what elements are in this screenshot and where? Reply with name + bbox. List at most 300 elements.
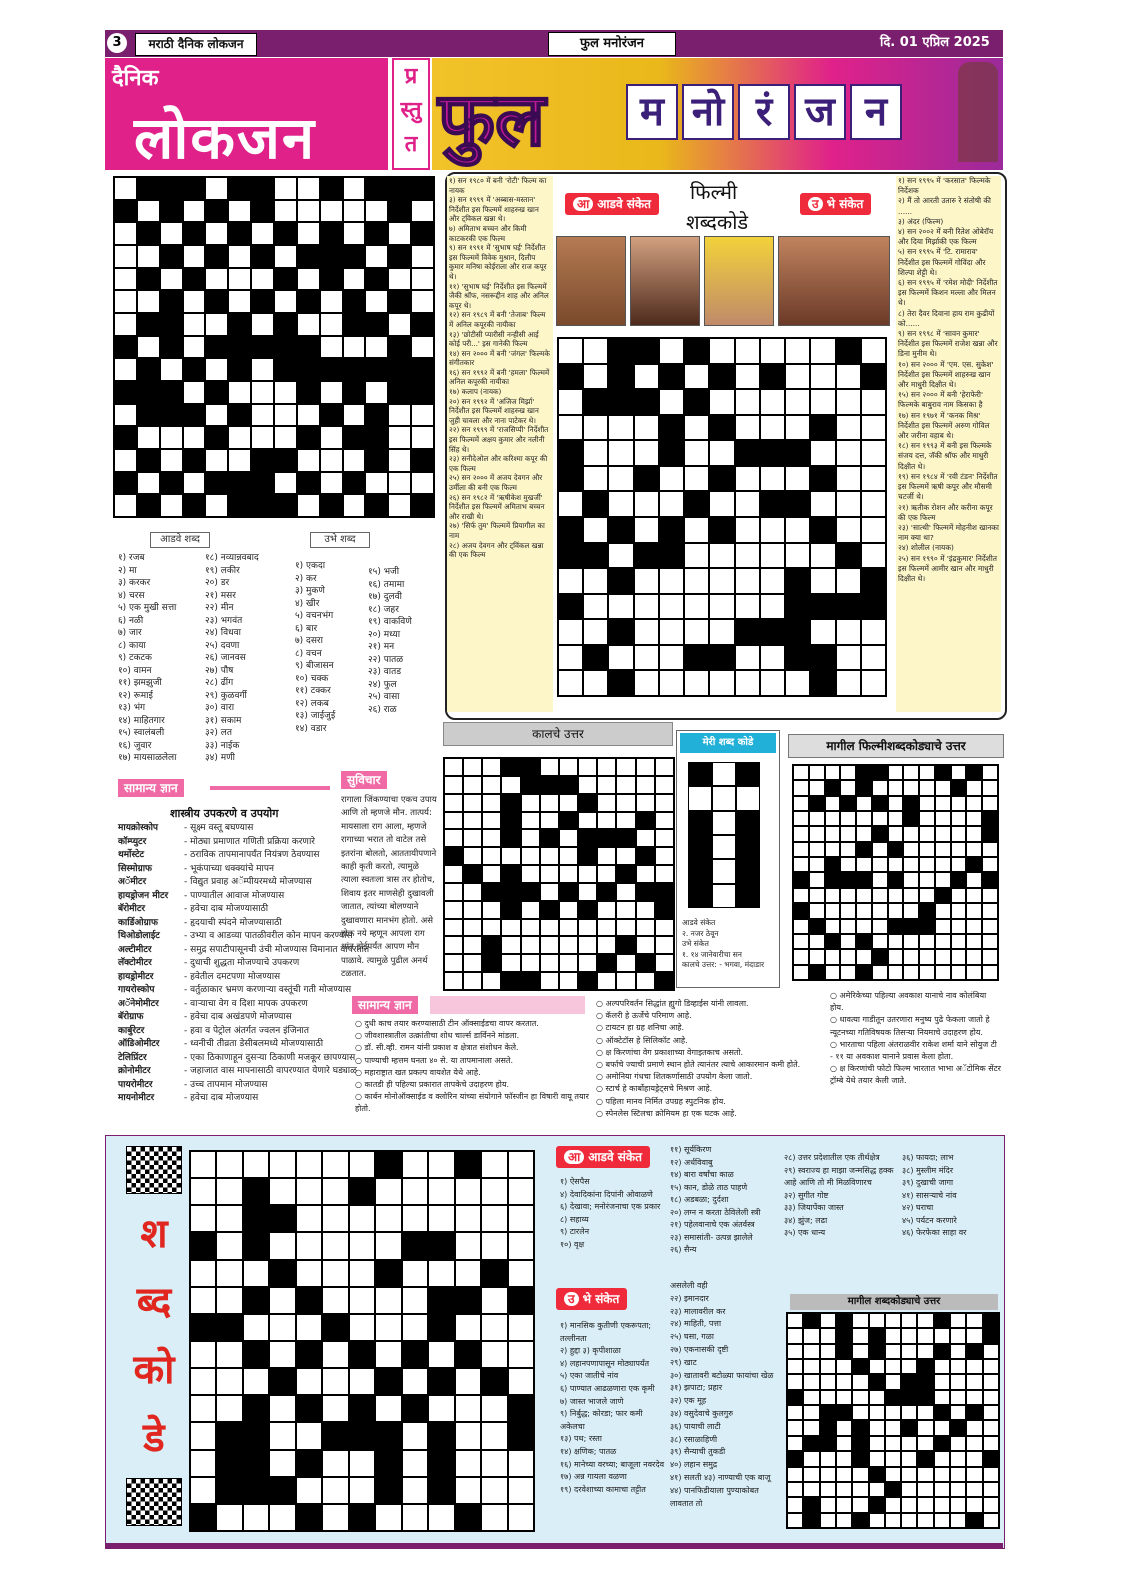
grid-cell[interactable] (583, 364, 608, 390)
grid-cell[interactable] (558, 491, 583, 517)
grid-cell[interactable] (785, 466, 810, 492)
grid-cell[interactable] (114, 245, 137, 268)
grid-cell[interactable] (205, 222, 228, 245)
grid-cell[interactable] (320, 426, 343, 449)
grid-cell[interactable] (684, 543, 709, 569)
grid-cell[interactable] (861, 670, 886, 696)
grid-cell[interactable] (659, 338, 684, 364)
grid-cell[interactable] (455, 1422, 481, 1449)
grid-cell[interactable] (343, 177, 366, 200)
grid-cell[interactable] (684, 364, 709, 390)
grid-cell[interactable] (216, 1151, 242, 1178)
grid-cell[interactable] (684, 568, 709, 594)
grid-cell[interactable] (114, 222, 137, 245)
grid-cell[interactable] (481, 1395, 507, 1422)
grid-cell[interactable] (375, 1314, 401, 1341)
grid-cell[interactable] (216, 1287, 242, 1314)
grid-cell[interactable] (320, 381, 343, 404)
grid-cell[interactable] (709, 619, 734, 645)
grid-cell[interactable] (709, 543, 734, 569)
grid-cell[interactable] (836, 364, 861, 390)
grid-cell[interactable] (183, 336, 206, 359)
grid-cell[interactable] (428, 1205, 454, 1232)
grid-cell[interactable] (402, 1368, 428, 1395)
grid-cell[interactable] (810, 389, 835, 415)
grid-cell[interactable] (558, 338, 583, 364)
grid-cell[interactable] (320, 313, 343, 336)
grid-cell[interactable] (481, 1205, 507, 1232)
grid-cell[interactable] (508, 1151, 534, 1178)
grid-cell[interactable] (481, 1287, 507, 1314)
grid-cell[interactable] (190, 1260, 216, 1287)
grid-cell[interactable] (190, 1151, 216, 1178)
grid-cell[interactable] (735, 338, 760, 364)
grid-cell[interactable] (861, 440, 886, 466)
grid-cell[interactable] (183, 426, 206, 449)
grid-cell[interactable] (735, 389, 760, 415)
grid-cell[interactable] (296, 1232, 322, 1259)
grid-cell[interactable] (836, 415, 861, 441)
grid-cell[interactable] (190, 1450, 216, 1477)
grid-cell[interactable] (216, 1232, 242, 1259)
grid-cell[interactable] (251, 313, 274, 336)
grid-cell[interactable] (836, 440, 861, 466)
grid-cell[interactable] (388, 449, 411, 472)
grid-cell[interactable] (810, 338, 835, 364)
grid-cell[interactable] (583, 415, 608, 441)
grid-cell[interactable] (388, 222, 411, 245)
grid-cell[interactable] (558, 670, 583, 696)
grid-cell[interactable] (402, 1422, 428, 1449)
grid-cell[interactable] (481, 1422, 507, 1449)
grid-cell[interactable] (365, 200, 388, 223)
grid-cell[interactable] (216, 1178, 242, 1205)
grid-cell[interactable] (190, 1368, 216, 1395)
grid-cell[interactable] (205, 404, 228, 427)
grid-cell[interactable] (411, 290, 434, 313)
grid-cell[interactable] (297, 449, 320, 472)
grid-cell[interactable] (836, 568, 861, 594)
grid-cell[interactable] (785, 543, 810, 569)
grid-cell[interactable] (160, 494, 183, 517)
grid-cell[interactable] (274, 200, 297, 223)
grid-cell[interactable] (836, 389, 861, 415)
grid-cell[interactable] (455, 1314, 481, 1341)
grid-cell[interactable] (228, 200, 251, 223)
grid-cell[interactable] (785, 517, 810, 543)
grid-cell[interactable] (322, 1178, 348, 1205)
grid-cell[interactable] (428, 1504, 454, 1531)
grid-cell[interactable] (455, 1477, 481, 1504)
grid-cell[interactable] (810, 440, 835, 466)
grid-cell[interactable] (411, 268, 434, 291)
grid-cell[interactable] (296, 1178, 322, 1205)
grid-cell[interactable] (508, 1477, 534, 1504)
grid-cell[interactable] (785, 415, 810, 441)
grid-cell[interactable] (216, 1341, 242, 1368)
grid-cell[interactable] (297, 404, 320, 427)
grid-cell[interactable] (296, 1422, 322, 1449)
grid-cell[interactable] (634, 415, 659, 441)
grid-cell[interactable] (402, 1151, 428, 1178)
grid-cell[interactable] (343, 200, 366, 223)
grid-cell[interactable] (861, 645, 886, 671)
grid-cell[interactable] (558, 568, 583, 594)
grid-cell[interactable] (634, 645, 659, 671)
grid-cell[interactable] (228, 449, 251, 472)
grid-cell[interactable] (508, 1178, 534, 1205)
grid-cell[interactable] (760, 645, 785, 671)
grid-cell[interactable] (388, 494, 411, 517)
grid-cell[interactable] (709, 568, 734, 594)
grid-cell[interactable] (508, 1260, 534, 1287)
grid-cell[interactable] (296, 1260, 322, 1287)
grid-cell[interactable] (735, 517, 760, 543)
grid-cell[interactable] (709, 594, 734, 620)
grid-cell[interactable] (114, 290, 137, 313)
grid-cell[interactable] (375, 1341, 401, 1368)
grid-cell[interactable] (785, 670, 810, 696)
grid-cell[interactable] (375, 1395, 401, 1422)
grid-cell[interactable] (343, 449, 366, 472)
grid-cell[interactable] (634, 568, 659, 594)
grid-cell[interactable] (269, 1314, 295, 1341)
grid-cell[interactable] (810, 568, 835, 594)
grid-cell[interactable] (365, 245, 388, 268)
grid-cell[interactable] (205, 449, 228, 472)
grid-cell[interactable] (269, 1151, 295, 1178)
grid-cell[interactable] (659, 670, 684, 696)
grid-cell[interactable] (481, 1232, 507, 1259)
grid-cell[interactable] (411, 245, 434, 268)
grid-cell[interactable] (322, 1260, 348, 1287)
grid-cell[interactable] (508, 1341, 534, 1368)
grid-cell[interactable] (243, 1151, 269, 1178)
grid-cell[interactable] (583, 466, 608, 492)
grid-cell[interactable] (205, 268, 228, 291)
grid-cell[interactable] (137, 290, 160, 313)
grid-cell[interactable] (137, 245, 160, 268)
grid-cell[interactable] (183, 472, 206, 495)
grid-cell[interactable] (349, 1477, 375, 1504)
grid-cell[interactable] (558, 619, 583, 645)
grid-cell[interactable] (481, 1450, 507, 1477)
grid-cell[interactable] (349, 1450, 375, 1477)
grid-cell[interactable] (269, 1450, 295, 1477)
grid-cell[interactable] (735, 568, 760, 594)
grid-cell[interactable] (183, 313, 206, 336)
grid-cell[interactable] (322, 1504, 348, 1531)
grid-cell[interactable] (137, 336, 160, 359)
grid-cell[interactable] (251, 358, 274, 381)
grid-cell[interactable] (297, 177, 320, 200)
grid-cell[interactable] (114, 268, 137, 291)
grid-cell[interactable] (455, 1178, 481, 1205)
grid-cell[interactable] (411, 404, 434, 427)
grid-cell[interactable] (388, 268, 411, 291)
grid-cell[interactable] (243, 1504, 269, 1531)
grid-cell[interactable] (205, 177, 228, 200)
grid-cell[interactable] (349, 1314, 375, 1341)
grid-cell[interactable] (375, 1287, 401, 1314)
grid-cell[interactable] (760, 543, 785, 569)
grid-cell[interactable] (375, 1504, 401, 1531)
grid-cell[interactable] (243, 1314, 269, 1341)
grid-cell[interactable] (836, 466, 861, 492)
grid-cell[interactable] (608, 415, 633, 441)
grid-cell[interactable] (659, 568, 684, 594)
grid-cell[interactable] (760, 466, 785, 492)
crossword-grid-1[interactable] (113, 176, 435, 518)
grid-cell[interactable] (297, 494, 320, 517)
grid-cell[interactable] (269, 1341, 295, 1368)
grid-cell[interactable] (659, 466, 684, 492)
grid-cell[interactable] (735, 670, 760, 696)
grid-cell[interactable] (269, 1232, 295, 1259)
grid-cell[interactable] (428, 1341, 454, 1368)
grid-cell[interactable] (297, 268, 320, 291)
grid-cell[interactable] (402, 1314, 428, 1341)
grid-cell[interactable] (481, 1314, 507, 1341)
grid-cell[interactable] (709, 440, 734, 466)
grid-cell[interactable] (322, 1151, 348, 1178)
grid-cell[interactable] (216, 1260, 242, 1287)
grid-cell[interactable] (836, 670, 861, 696)
grid-cell[interactable] (274, 177, 297, 200)
grid-cell[interactable] (228, 381, 251, 404)
grid-cell[interactable] (836, 491, 861, 517)
grid-cell[interactable] (349, 1260, 375, 1287)
grid-cell[interactable] (216, 1395, 242, 1422)
grid-cell[interactable] (296, 1477, 322, 1504)
grid-cell[interactable] (402, 1178, 428, 1205)
grid-cell[interactable] (508, 1450, 534, 1477)
grid-cell[interactable] (428, 1260, 454, 1287)
grid-cell[interactable] (388, 313, 411, 336)
grid-cell[interactable] (810, 619, 835, 645)
grid-cell[interactable] (322, 1477, 348, 1504)
grid-cell[interactable] (508, 1314, 534, 1341)
grid-cell[interactable] (251, 381, 274, 404)
grid-cell[interactable] (861, 491, 886, 517)
grid-cell[interactable] (608, 594, 633, 620)
grid-cell[interactable] (684, 517, 709, 543)
grid-cell[interactable] (659, 619, 684, 645)
grid-cell[interactable] (608, 491, 633, 517)
grid-cell[interactable] (558, 415, 583, 441)
grid-cell[interactable] (183, 245, 206, 268)
grid-cell[interactable] (183, 290, 206, 313)
grid-cell[interactable] (114, 494, 137, 517)
grid-cell[interactable] (322, 1232, 348, 1259)
grid-cell[interactable] (388, 472, 411, 495)
grid-cell[interactable] (349, 1287, 375, 1314)
grid-cell[interactable] (455, 1232, 481, 1259)
grid-cell[interactable] (810, 543, 835, 569)
grid-cell[interactable] (349, 1151, 375, 1178)
grid-cell[interactable] (608, 543, 633, 569)
grid-cell[interactable] (455, 1205, 481, 1232)
grid-cell[interactable] (320, 336, 343, 359)
grid-cell[interactable] (684, 440, 709, 466)
grid-cell[interactable] (322, 1368, 348, 1395)
grid-cell[interactable] (760, 389, 785, 415)
grid-cell[interactable] (190, 1341, 216, 1368)
grid-cell[interactable] (349, 1205, 375, 1232)
grid-cell[interactable] (228, 245, 251, 268)
grid-cell[interactable] (481, 1341, 507, 1368)
grid-cell[interactable] (343, 222, 366, 245)
grid-cell[interactable] (251, 404, 274, 427)
grid-cell[interactable] (684, 619, 709, 645)
grid-cell[interactable] (735, 543, 760, 569)
grid-cell[interactable] (190, 1395, 216, 1422)
grid-cell[interactable] (455, 1260, 481, 1287)
grid-cell[interactable] (365, 472, 388, 495)
grid-cell[interactable] (634, 517, 659, 543)
grid-cell[interactable] (343, 494, 366, 517)
grid-cell[interactable] (411, 426, 434, 449)
grid-cell[interactable] (455, 1368, 481, 1395)
grid-cell[interactable] (583, 338, 608, 364)
grid-cell[interactable] (634, 491, 659, 517)
grid-cell[interactable] (735, 364, 760, 390)
grid-cell[interactable] (114, 313, 137, 336)
grid-cell[interactable] (760, 594, 785, 620)
grid-cell[interactable] (114, 358, 137, 381)
grid-cell[interactable] (269, 1395, 295, 1422)
grid-cell[interactable] (481, 1178, 507, 1205)
grid-cell[interactable] (402, 1260, 428, 1287)
grid-cell[interactable] (659, 389, 684, 415)
grid-cell[interactable] (508, 1368, 534, 1395)
grid-cell[interactable] (297, 313, 320, 336)
grid-cell[interactable] (274, 245, 297, 268)
grid-cell[interactable] (861, 389, 886, 415)
grid-cell[interactable] (634, 594, 659, 620)
grid-cell[interactable] (810, 491, 835, 517)
grid-cell[interactable] (684, 466, 709, 492)
grid-cell[interactable] (836, 619, 861, 645)
grid-cell[interactable] (634, 619, 659, 645)
grid-cell[interactable] (583, 594, 608, 620)
grid-cell[interactable] (481, 1151, 507, 1178)
grid-cell[interactable] (659, 491, 684, 517)
grid-cell[interactable] (274, 290, 297, 313)
grid-cell[interactable] (634, 364, 659, 390)
grid-cell[interactable] (684, 415, 709, 441)
grid-cell[interactable] (343, 336, 366, 359)
grid-cell[interactable] (583, 440, 608, 466)
grid-cell[interactable] (735, 415, 760, 441)
grid-cell[interactable] (205, 313, 228, 336)
grid-cell[interactable] (709, 389, 734, 415)
grid-cell[interactable] (296, 1151, 322, 1178)
grid-cell[interactable] (183, 381, 206, 404)
grid-cell[interactable] (190, 1287, 216, 1314)
grid-cell[interactable] (760, 415, 785, 441)
grid-cell[interactable] (659, 594, 684, 620)
grid-cell[interactable] (558, 645, 583, 671)
grid-cell[interactable] (274, 381, 297, 404)
grid-cell[interactable] (735, 645, 760, 671)
grid-cell[interactable] (455, 1450, 481, 1477)
grid-cell[interactable] (684, 594, 709, 620)
grid-cell[interactable] (190, 1477, 216, 1504)
grid-cell[interactable] (365, 290, 388, 313)
grid-cell[interactable] (608, 645, 633, 671)
grid-cell[interactable] (322, 1341, 348, 1368)
grid-cell[interactable] (558, 389, 583, 415)
grid-cell[interactable] (190, 1205, 216, 1232)
grid-cell[interactable] (634, 440, 659, 466)
grid-cell[interactable] (320, 200, 343, 223)
grid-cell[interactable] (428, 1151, 454, 1178)
grid-cell[interactable] (216, 1368, 242, 1395)
grid-cell[interactable] (861, 543, 886, 569)
grid-cell[interactable] (608, 440, 633, 466)
grid-cell[interactable] (760, 338, 785, 364)
grid-cell[interactable] (659, 645, 684, 671)
grid-cell[interactable] (296, 1314, 322, 1341)
grid-cell[interactable] (634, 670, 659, 696)
grid-cell[interactable] (375, 1178, 401, 1205)
grid-cell[interactable] (297, 222, 320, 245)
grid-cell[interactable] (251, 268, 274, 291)
grid-cell[interactable] (137, 200, 160, 223)
grid-cell[interactable] (322, 1450, 348, 1477)
grid-cell[interactable] (785, 338, 810, 364)
grid-cell[interactable] (402, 1477, 428, 1504)
grid-cell[interactable] (322, 1205, 348, 1232)
grid-cell[interactable] (709, 491, 734, 517)
film-crossword-grid[interactable] (557, 337, 887, 697)
grid-cell[interactable] (760, 568, 785, 594)
grid-cell[interactable] (508, 1232, 534, 1259)
grid-cell[interactable] (216, 1205, 242, 1232)
grid-cell[interactable] (320, 472, 343, 495)
grid-cell[interactable] (760, 670, 785, 696)
grid-cell[interactable] (608, 466, 633, 492)
grid-cell[interactable] (388, 426, 411, 449)
grid-cell[interactable] (160, 426, 183, 449)
grid-cell[interactable] (228, 290, 251, 313)
grid-cell[interactable] (296, 1368, 322, 1395)
grid-cell[interactable] (760, 517, 785, 543)
grid-cell[interactable] (269, 1287, 295, 1314)
grid-cell[interactable] (508, 1205, 534, 1232)
grid-cell[interactable] (269, 1504, 295, 1531)
grid-cell[interactable] (190, 1178, 216, 1205)
grid-cell[interactable] (583, 568, 608, 594)
grid-cell[interactable] (137, 472, 160, 495)
grid-cell[interactable] (735, 466, 760, 492)
grid-cell[interactable] (411, 336, 434, 359)
grid-cell[interactable] (160, 222, 183, 245)
grid-cell[interactable] (205, 358, 228, 381)
grid-cell[interactable] (810, 364, 835, 390)
grid-cell[interactable] (735, 491, 760, 517)
grid-cell[interactable] (583, 517, 608, 543)
grid-cell[interactable] (228, 268, 251, 291)
grid-cell[interactable] (296, 1205, 322, 1232)
grid-cell[interactable] (228, 426, 251, 449)
grid-cell[interactable] (160, 358, 183, 381)
grid-cell[interactable] (137, 426, 160, 449)
grid-cell[interactable] (583, 670, 608, 696)
grid-cell[interactable] (836, 645, 861, 671)
grid-cell[interactable] (709, 670, 734, 696)
